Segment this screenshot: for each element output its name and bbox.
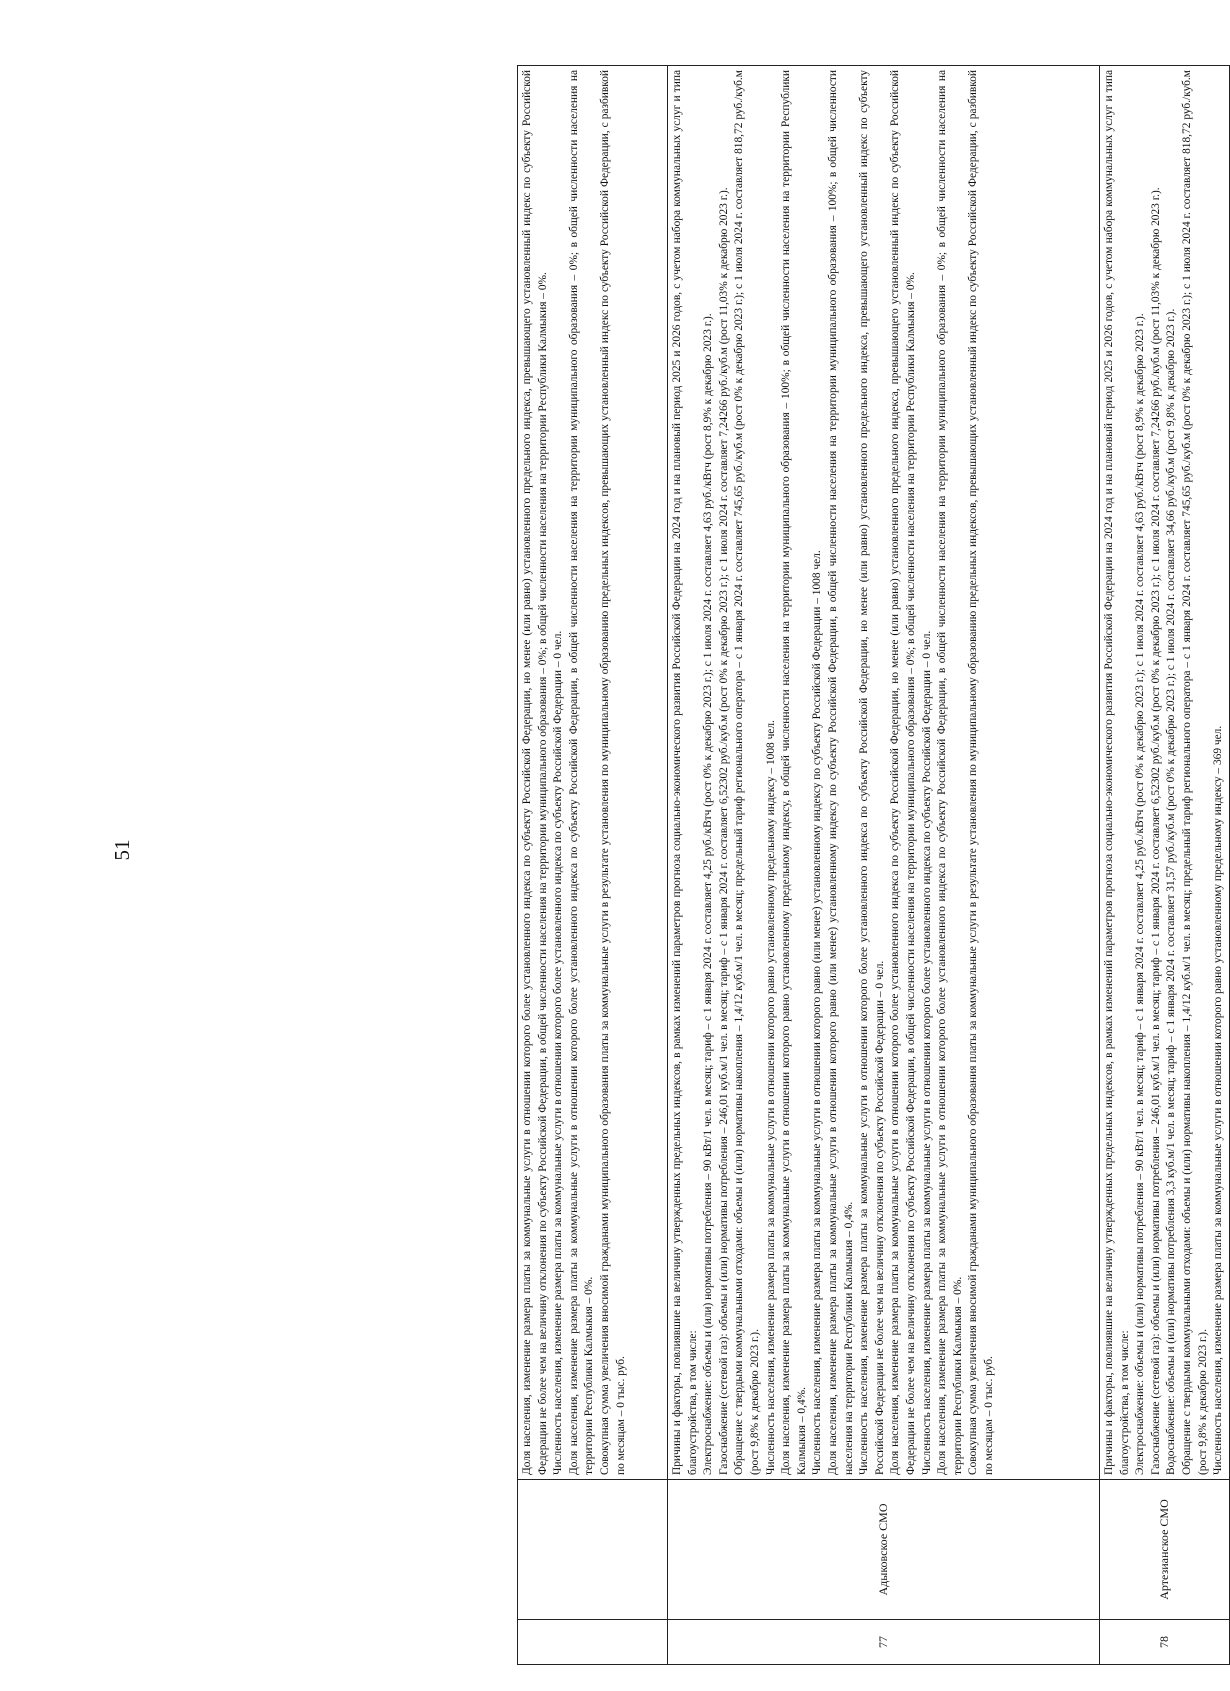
paragraph: Доля населения, изменение размера платы за коммунальные услуги в отношении которого равно (или менее) установленному индексу по субъекту Российской Федерации, в общей численности населения на территории муниципального образования – 100%; в общей численности населения на территории Республики Калмыкия – 0,4%. [826, 70, 855, 1475]
paragraph: Газоснабжение (сетевой газ): объемы и (или) нормативы потребления – 246,01 куб.м/1 чел. в месяц; тариф – с 1 января 2024 г. составляет 6,52302 руб./куб.м (рост 0% к декабрю 2023 г.); с 1 июля 2024 г. составляет 7,24266 руб./куб.м (рост 11,03% к декабрю 2023 г.). [1149, 187, 1162, 1475]
row-description-cell [1100, 66, 1230, 1480]
paragraph: Доля населения, изменение размера платы за коммунальные услуги в отношении которого более установленного индекса по субъекту Российской Федерации, но менее (или равно) установленного предельного индекса, превышающего установленный индекс по субъекту Российской Федерации не более чем на величину отклонения по субъекту Российской Федерации, в общей численности населения на территории муниципального образования – 0%; в общей численности населения на территории Республики Калмыкия – 0%. [521, 70, 549, 1475]
paragraph: Электроснабжение: объемы и (или) нормативы потребления – 90 кВт/1 чел. в месяц; тариф – с 1 января 2024 г. составляет 4,25 руб./кВтч (рост 0% к декабрю 2023 г.); с 1 июля 2024 г. составляет 4,63 руб./кВтч (рост 8,9% к декабрю 2023 г.). [702, 313, 715, 1475]
row-name-cell: Артезианское СМО [1100, 1480, 1230, 1620]
table-row [668, 66, 1100, 1665]
paragraph: Доля населения, изменение размера платы за коммунальные услуги в отношении которого более установленного индекса по субъекту Российской Федерации, в общей численности населения на территории муниципального образования – 0%; в общей численности населения на территории Республики Калмыкия – 0%. [567, 70, 596, 1475]
paragraph: Доля населения, изменение размера платы за коммунальные услуги в отношении которого более установленного индекса по субъекту Российской Федерации, в общей численности населения на территории муниципального образования – 0%; в общей численности населения на территории Республики Калмыкия – 0%. [936, 70, 964, 1475]
paragraph: Численность населения, изменение размера платы за коммунальные услуги в отношении которого равно установленному предельному индексу – 369 чел. [1212, 725, 1225, 1475]
row-name-cell: Адыковское СМО [668, 1480, 1100, 1620]
paragraph: Газоснабжение (сетевой газ): объемы и (или) нормативы потребления – 246,01 куб.м/1 чел. в месяц; тариф – с 1 января 2024 г. составляет 6,52302 руб./куб.м (рост 0% к декабрю 2023 г.); с 1 июля 2024 г. составляет 7,24266 руб./куб.м (рост 11,03% к декабрю 2023 г.). [717, 187, 730, 1475]
paragraph: Обращение с твердыми коммунальными отходами: объемы и (или) нормативы накопления – 1,4/12 куб.м/1 чел. в месяц; предельный тариф регионального оператора – с 1 января 2024 г. составляет 745,65 руб./куб.м (рост 0% к декабрю 2023 г.); с 1 июля 2024 г. составляет 818,72 руб./куб.м (рост 9,8% к декабрю 2023 г.). [1180, 70, 1209, 1475]
row-number-cell: 78 [1100, 1620, 1230, 1665]
row-number-cell: 77 [668, 1620, 1100, 1665]
paragraph: Доля населения, изменение размера платы за коммунальные услуги в отношении которого равно установленному предельному индексу, в общей численности населения на территории муниципального образования – 100%; в общей численности населения на территории Республики Калмыкия – 0,4%. [780, 70, 808, 1475]
paragraph: Совокупная сумма увеличения вносимой гражданами муниципального образования платы за коммунальные услуги в результате установления по муниципальному образованию предельных индексов, превышающих установленный индекс по субъекту Российской Федерации, с разбивкой по месяцам – 0 тыс. руб. [967, 70, 995, 1475]
paragraph: Доля населения, изменение размера платы за коммунальные услуги в отношении которого более установленного индекса по субъекту Российской Федерации, но менее (или равно) установленного предельного индекса, превышающего установленный индекс по субъекту Российской Федерации не более чем на величину отклонения по субъекту Российской Федерации, в общей численности населения на территории муниципального образования – 0%; в общей численности населения на территории Республики Калмыкия – 0%. [889, 70, 917, 1475]
table-row [518, 66, 668, 1665]
rotated-table-container [517, 65, 1225, 1665]
municipal-index-table [517, 65, 1230, 1665]
row-number-cell [518, 1620, 668, 1665]
row-description-cell [518, 66, 668, 1480]
paragraph: Численность населения, изменение размера платы за коммунальные услуги в отношении которого равно (или менее) установленному индексу по субъекту Российской Федерации – 1008 чел. [811, 550, 824, 1475]
paragraph: Численность населения, изменение размера платы за коммунальные услуги в отношении которого более установленного индекса по субъекту Российской Федерации – 0 чел. [552, 630, 565, 1475]
paragraph: Причины и факторы, повлиявшие на величину утвержденных предельных индексов, в рамках изменений параметров прогноза социально-экономического развития Российской Федерации на 2024 год и на плановый период 2025 и 2026 годов, с учетом набора коммунальных услуг и типа благоустройства, в том числе: [1103, 70, 1131, 1475]
paragraph: Численность населения, изменение размера платы за коммунальные услуги в отношении которого более установленного индекса по субъекту Российской Федерации, но менее (или равно) установленного предельного индекса, превышающего установленный индекс по субъекту Российской Федерации не более чем на величину отклонения по субъекту Российской Федерации – 0 чел. [858, 70, 886, 1475]
paragraph: Обращение с твердыми коммунальными отходами: объемы и (или) нормативы накопления – 1,4/12 куб.м/1 чел. в месяц; предельный тариф регионального оператора – с 1 января 2024 г. составляет 745,65 руб./куб.м (рост 0% к декабрю 2023 г.); с 1 июля 2024 г. составляет 818,72 руб./куб.м (рост 9,8% к декабрю 2023 г.). [733, 70, 761, 1475]
paragraph: Совокупная сумма увеличения вносимой гражданами муниципального образования платы за коммунальные услуги в результате установления по муниципальному образованию предельных индексов, превышающих установленный индекс по субъекту Российской Федерации, с разбивкой по месяцам – 0 тыс. руб. [598, 70, 627, 1475]
row-description-cell [668, 66, 1100, 1480]
paragraph: Электроснабжение: объемы и (или) нормативы потребления – 90 кВт/1 чел. в месяц; тариф – с 1 января 2024 г. составляет 4,25 руб./кВтч (рост 0% к декабрю 2023 г.); с 1 июля 2024 г. составляет 4,63 руб./кВтч (рост 8,9% к декабрю 2023 г.). [1134, 313, 1147, 1475]
row-name-cell [518, 1480, 668, 1620]
paragraph: Численность населения, изменение размера платы за коммунальные услуги в отношении которого более установленного индекса по субъекту Российской Федерации – 0 чел. [920, 630, 933, 1475]
table-row [1100, 66, 1230, 1665]
paragraph: Численность населения, изменение размера платы за коммунальные услуги в отношении которого равно установленному предельному индексу – 1008 чел. [764, 720, 777, 1475]
page-number: 51 [109, 839, 134, 861]
paragraph: Причины и факторы, повлиявшие на величину утвержденных предельных индексов, в рамках изменений параметров прогноза социально-экономического развития Российской Федерации на 2024 год и на плановый период 2025 и 2026 годов, с учетом набора коммунальных услуг и типа благоустройства, в том числе: [671, 70, 699, 1475]
paragraph: Водоснабжение: объемы и (или) нормативы потребления 3,3 куб.м/1 чел. в месяц; тариф – с 1 января 2024 г. составляет 31,57 руб./куб.м (рост 0% к декабрю 2023 г.); с 1 июля 2024 г. составляет 34,66 руб./куб.м (рост 9,8% к декабрю 2023 г.). [1165, 308, 1178, 1475]
